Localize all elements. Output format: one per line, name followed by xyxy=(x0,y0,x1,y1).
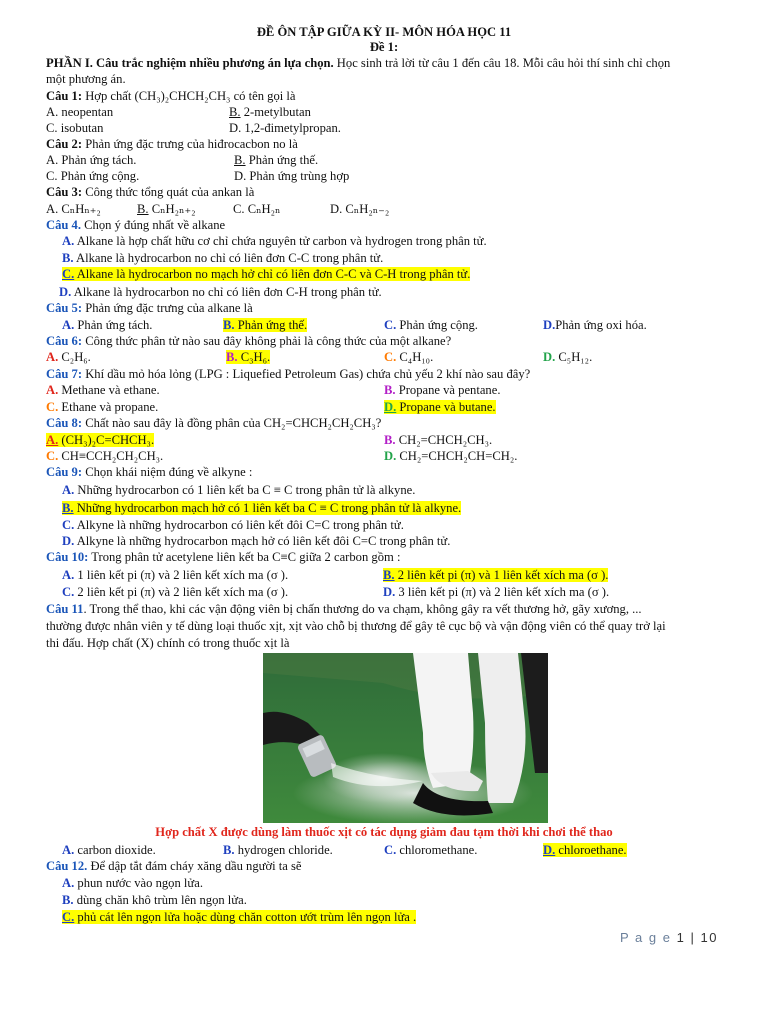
option-text: Alkyne là những hydrocarbon có liên kết đôi C=C trong phân tử. xyxy=(74,518,404,532)
question-11 xyxy=(46,601,642,617)
q8-option-c xyxy=(46,448,163,464)
q7-option-a xyxy=(46,382,160,398)
question-label: Câu 2: xyxy=(46,137,83,151)
page-separator: | xyxy=(690,930,696,945)
option-key: B. xyxy=(226,350,238,364)
option-text: CH₂=CHCH₂CH=CH₂. xyxy=(396,449,518,463)
q10-option-c xyxy=(62,584,288,600)
option-text: C₅H₁₂. xyxy=(555,350,593,364)
option-text: Alkane là hydrocarbon no chỉ có liên đơn C-C trong phân tử. xyxy=(73,251,384,265)
part1-line xyxy=(46,55,670,71)
option-text: 2 liên kết pi (π) và 2 liên kết xích ma (σ ). xyxy=(74,585,289,599)
option-text: 1 liên kết pi (π) và 2 liên kết xích ma (σ ). xyxy=(74,568,289,582)
question-label: Câu 6: xyxy=(46,334,83,348)
q2-option-a: A. Phản ứng tách. xyxy=(46,153,137,167)
option-key: B. xyxy=(384,433,396,447)
question-2 xyxy=(46,136,298,152)
option-key: A. xyxy=(62,843,75,857)
option-text: CH≡CCH₂CH₂CH₃. xyxy=(58,449,164,463)
question-label: Câu 12. xyxy=(46,859,88,873)
page-footer xyxy=(620,930,718,945)
option-text: CₙH₂ₙ₊₂ xyxy=(148,202,196,216)
question-text: Để dập tắt đám cháy xăng dầu người ta sẽ xyxy=(87,859,302,873)
option-key: D. xyxy=(543,318,556,332)
option-text: chloromethane. xyxy=(396,843,478,857)
option-key: A. xyxy=(62,483,75,497)
option-text: Phản ứng thế. xyxy=(245,153,319,167)
option-key: B. xyxy=(223,843,235,857)
question-label: Câu 9: xyxy=(46,465,83,479)
option-text: Ethane và propane. xyxy=(58,400,159,414)
option-text: hydrogen chloride. xyxy=(234,843,333,857)
q12-option-a xyxy=(62,875,203,891)
option-text: Alkane là hợp chất hữu cơ chỉ chứa nguyên tử carbon và hydrogen trong phân tử. xyxy=(74,234,487,248)
question-text: Hợp chất (CH₃)₂CHCH₂CH₃ có tên gọi là xyxy=(82,89,296,103)
q6-option-b xyxy=(226,349,270,365)
option-key: D. xyxy=(384,449,397,463)
q7-option-b xyxy=(384,382,500,398)
q12-option-c xyxy=(62,909,416,925)
question-label: Câu 8: xyxy=(46,416,83,430)
option-key: C. xyxy=(384,318,397,332)
option-text: Propane và pentane. xyxy=(395,383,501,397)
q9-option-b xyxy=(62,500,461,516)
question-label: Câu 4. xyxy=(46,218,81,232)
q7-option-c xyxy=(46,399,158,415)
option-key: C. xyxy=(62,910,75,924)
q1-option-b xyxy=(229,104,311,120)
question-text: Chọn khái niệm đúng về alkyne : xyxy=(82,465,253,479)
q6-option-c xyxy=(384,349,433,365)
q9-option-d xyxy=(62,533,450,549)
option-text: chloroethane. xyxy=(555,843,627,857)
question-label: Câu 11 xyxy=(46,602,84,616)
question-9 xyxy=(46,464,252,480)
exam-title: ĐỀ ÔN TẬP GIỮA KỲ II- MÔN HÓA HỌC 11 xyxy=(256,25,512,39)
q3-option-c: C. CₙH₂ₙ xyxy=(233,202,281,216)
option-key: B. xyxy=(137,202,149,216)
option-key: B. xyxy=(62,501,74,515)
question-12 xyxy=(46,858,302,874)
option-key: D. xyxy=(62,534,75,548)
option-key: C. xyxy=(62,518,75,532)
q5-option-a xyxy=(62,317,152,333)
question-7 xyxy=(46,366,530,382)
q10-option-a xyxy=(62,567,288,583)
q4-option-a xyxy=(62,233,487,249)
q11-option-d xyxy=(543,842,627,858)
option-text: (CH₃)₂C=CHCH₃. xyxy=(58,433,155,447)
option-text: CH₂=CHCH₂CH₃. xyxy=(395,433,493,447)
option-text: Propane và butane. xyxy=(396,400,496,414)
question-text: Chất nào sau đây là đồng phân của CH₂=CHCH₂CH₂CH₃? xyxy=(82,416,382,430)
option-key: D. xyxy=(59,285,72,299)
option-text: phun nước vào ngọn lửa. xyxy=(74,876,203,890)
option-key: B. xyxy=(223,318,235,332)
option-key: A. xyxy=(62,876,75,890)
page-label: P a g e xyxy=(620,930,672,945)
option-text: Alkyne là những hydrocarbon mạch hở có liên kết đôi C=C trong phân tử. xyxy=(74,534,451,548)
option-text: Phản ứng tách. xyxy=(74,318,153,332)
option-key: D. xyxy=(384,400,397,414)
option-key: C. xyxy=(384,843,397,857)
photo-caption: Hợp chất X được dùng làm thuốc xịt có tác dụng giảm đau tạm thời khi chơi thể thao xyxy=(155,825,613,839)
option-key: A. xyxy=(62,318,75,332)
question-5 xyxy=(46,300,253,316)
option-key: C. xyxy=(62,585,75,599)
option-key: B. xyxy=(383,568,395,582)
option-text: Methane và ethane. xyxy=(58,383,160,397)
q3-option-b xyxy=(137,201,196,217)
option-key: B. xyxy=(62,251,74,265)
q7-option-d xyxy=(384,399,496,415)
option-text: Phản ứng cộng. xyxy=(396,318,478,332)
question-text: Công thức phân tử nào sau đây không phải là công thức của một alkane? xyxy=(82,334,452,348)
option-key: D. xyxy=(543,350,556,364)
option-text: Alkane là hydrocarbon no chỉ có liên đơn C-H trong phân tử. xyxy=(71,285,382,299)
option-text: Phản ứng thế. xyxy=(234,318,308,332)
q1-option-c: C. isobutan xyxy=(46,121,104,135)
q8-option-b xyxy=(384,432,492,448)
option-text: C₃H₆. xyxy=(237,350,271,364)
option-key: A. xyxy=(62,568,75,582)
q5-option-b xyxy=(223,317,307,333)
q5-option-d xyxy=(543,317,647,333)
option-key: B. xyxy=(234,153,246,167)
part1-instruction: Học sinh trả lời từ câu 1 đến câu 18. Mỗi câu hỏi thí sinh chỉ chọn xyxy=(333,56,671,70)
q4-option-d xyxy=(59,284,382,300)
option-key: C. xyxy=(62,267,75,281)
question-text: Phản ứng đặc trưng của alkane là xyxy=(82,301,253,315)
option-text: Phản ứng oxi hóa. xyxy=(555,318,647,332)
q11-option-a xyxy=(62,842,156,858)
question-text: . Trong thể thao, khi các vận động viên bị chấn thương do va chạm, không gây ra vết thương hở, gãy xương, ... xyxy=(83,602,642,616)
question-6 xyxy=(46,333,451,349)
part1-heading: PHẦN I. Câu trắc nghiệm nhiều phương án lựa chọn. xyxy=(46,56,334,70)
option-text: C₂H₆. xyxy=(58,350,91,364)
option-key: A. xyxy=(46,350,59,364)
q11-option-b xyxy=(223,842,333,858)
q12-option-b xyxy=(62,892,247,908)
question-4 xyxy=(46,217,225,233)
option-key: B. xyxy=(229,105,241,119)
option-text: 2-metylbutan xyxy=(240,105,311,119)
q1-option-d: D. 1,2-đimetylpropan. xyxy=(229,121,341,135)
q3-option-a: A. CₙHₙ₊₂ xyxy=(46,202,101,216)
option-key: B. xyxy=(62,893,74,907)
exam-subtitle: Đề 1: xyxy=(369,40,399,54)
sports-spray-photo xyxy=(263,653,548,823)
question-11-text-2: thường được nhân viên y tế dùng loại thuốc xịt, xịt vào chỗ bị thương để gây tê cục bộ và vận động viên có thể quay trở lại xyxy=(46,619,666,633)
question-text: Chọn ý đúng nhất về alkane xyxy=(81,218,226,232)
option-key: A. xyxy=(46,433,59,447)
q6-option-d xyxy=(543,349,592,365)
option-key: A. xyxy=(46,383,59,397)
question-label: Câu 10: xyxy=(46,550,89,564)
q8-option-d xyxy=(384,448,517,464)
option-key: C. xyxy=(46,400,59,414)
q9-option-a xyxy=(62,482,415,498)
option-text: 2 liên kết pi (π) và 1 liên kết xích ma (σ ). xyxy=(394,568,609,582)
question-8 xyxy=(46,415,381,431)
option-text: dùng chăn khô trùm lên ngọn lửa. xyxy=(73,893,247,907)
q10-option-d xyxy=(383,584,609,600)
q5-option-c xyxy=(384,317,478,333)
option-key: D. xyxy=(543,843,556,857)
q11-option-c xyxy=(384,842,477,858)
question-label: Câu 1: xyxy=(46,89,83,103)
question-label: Câu 5: xyxy=(46,301,83,315)
question-label: Câu 7: xyxy=(46,367,83,381)
page-total: 10 xyxy=(700,930,718,945)
option-key: C. xyxy=(46,449,59,463)
q9-option-c xyxy=(62,517,404,533)
q8-option-a xyxy=(46,432,154,448)
option-text: Những hydrocarbon mạch hở có 1 liên kết ba C ≡ C trong phân tử là alkyne. xyxy=(73,501,462,515)
part1-instruction-2: một phương án. xyxy=(46,72,126,86)
question-text: Phản ứng đặc trưng của hiđrocacbon no là xyxy=(82,137,298,151)
question-3 xyxy=(46,184,254,200)
q10-option-b xyxy=(383,567,608,583)
option-key: D. xyxy=(383,585,396,599)
question-10 xyxy=(46,549,400,565)
q2-option-d: D. Phản ứng trùng hợp xyxy=(234,169,350,183)
option-text: phủ cát lên ngọn lửa hoặc dùng chăn cotton ướt trùm lên ngọn lửa . xyxy=(74,910,417,924)
question-text: Công thức tổng quát của ankan là xyxy=(82,185,255,199)
option-key: C. xyxy=(384,350,397,364)
question-label: Câu 3: xyxy=(46,185,83,199)
q2-option-b xyxy=(234,152,318,168)
q3-option-d: D. CₙH₂ₙ₋₂ xyxy=(330,202,390,216)
option-text: 3 liên kết pi (π) và 2 liên kết xích ma (σ ). xyxy=(395,585,610,599)
q4-option-c xyxy=(62,266,470,282)
question-text: Khí dầu mỏ hóa lỏng (LPG : Liquefied Petroleum Gas) chứa chủ yếu 2 khí nào sau đây? xyxy=(82,367,531,381)
question-1 xyxy=(46,88,296,104)
option-text: carbon dioxide. xyxy=(74,843,156,857)
option-text: C₄H₁₀. xyxy=(396,350,434,364)
option-text: Alkane là hydrocarbon no mạch hở chỉ có liên đơn C-C và C-H trong phân tử. xyxy=(74,267,471,281)
question-text: Trong phân tử acetylene liên kết ba C≡C giữa 2 carbon gồm : xyxy=(88,550,401,564)
page-number: 1 xyxy=(676,930,686,945)
question-11-text-3: thi đấu. Hợp chất (X) chính có trong thuốc xịt là xyxy=(46,636,290,650)
q6-option-a xyxy=(46,349,91,365)
q4-option-b xyxy=(62,250,383,266)
q2-option-c: C. Phản ứng cộng. xyxy=(46,169,140,183)
q1-option-a: A. neopentan xyxy=(46,105,114,119)
option-text: Những hydrocarbon có 1 liên kết ba C ≡ C trong phân tử là alkyne. xyxy=(74,483,416,497)
option-key: A. xyxy=(62,234,75,248)
option-key: B. xyxy=(384,383,396,397)
